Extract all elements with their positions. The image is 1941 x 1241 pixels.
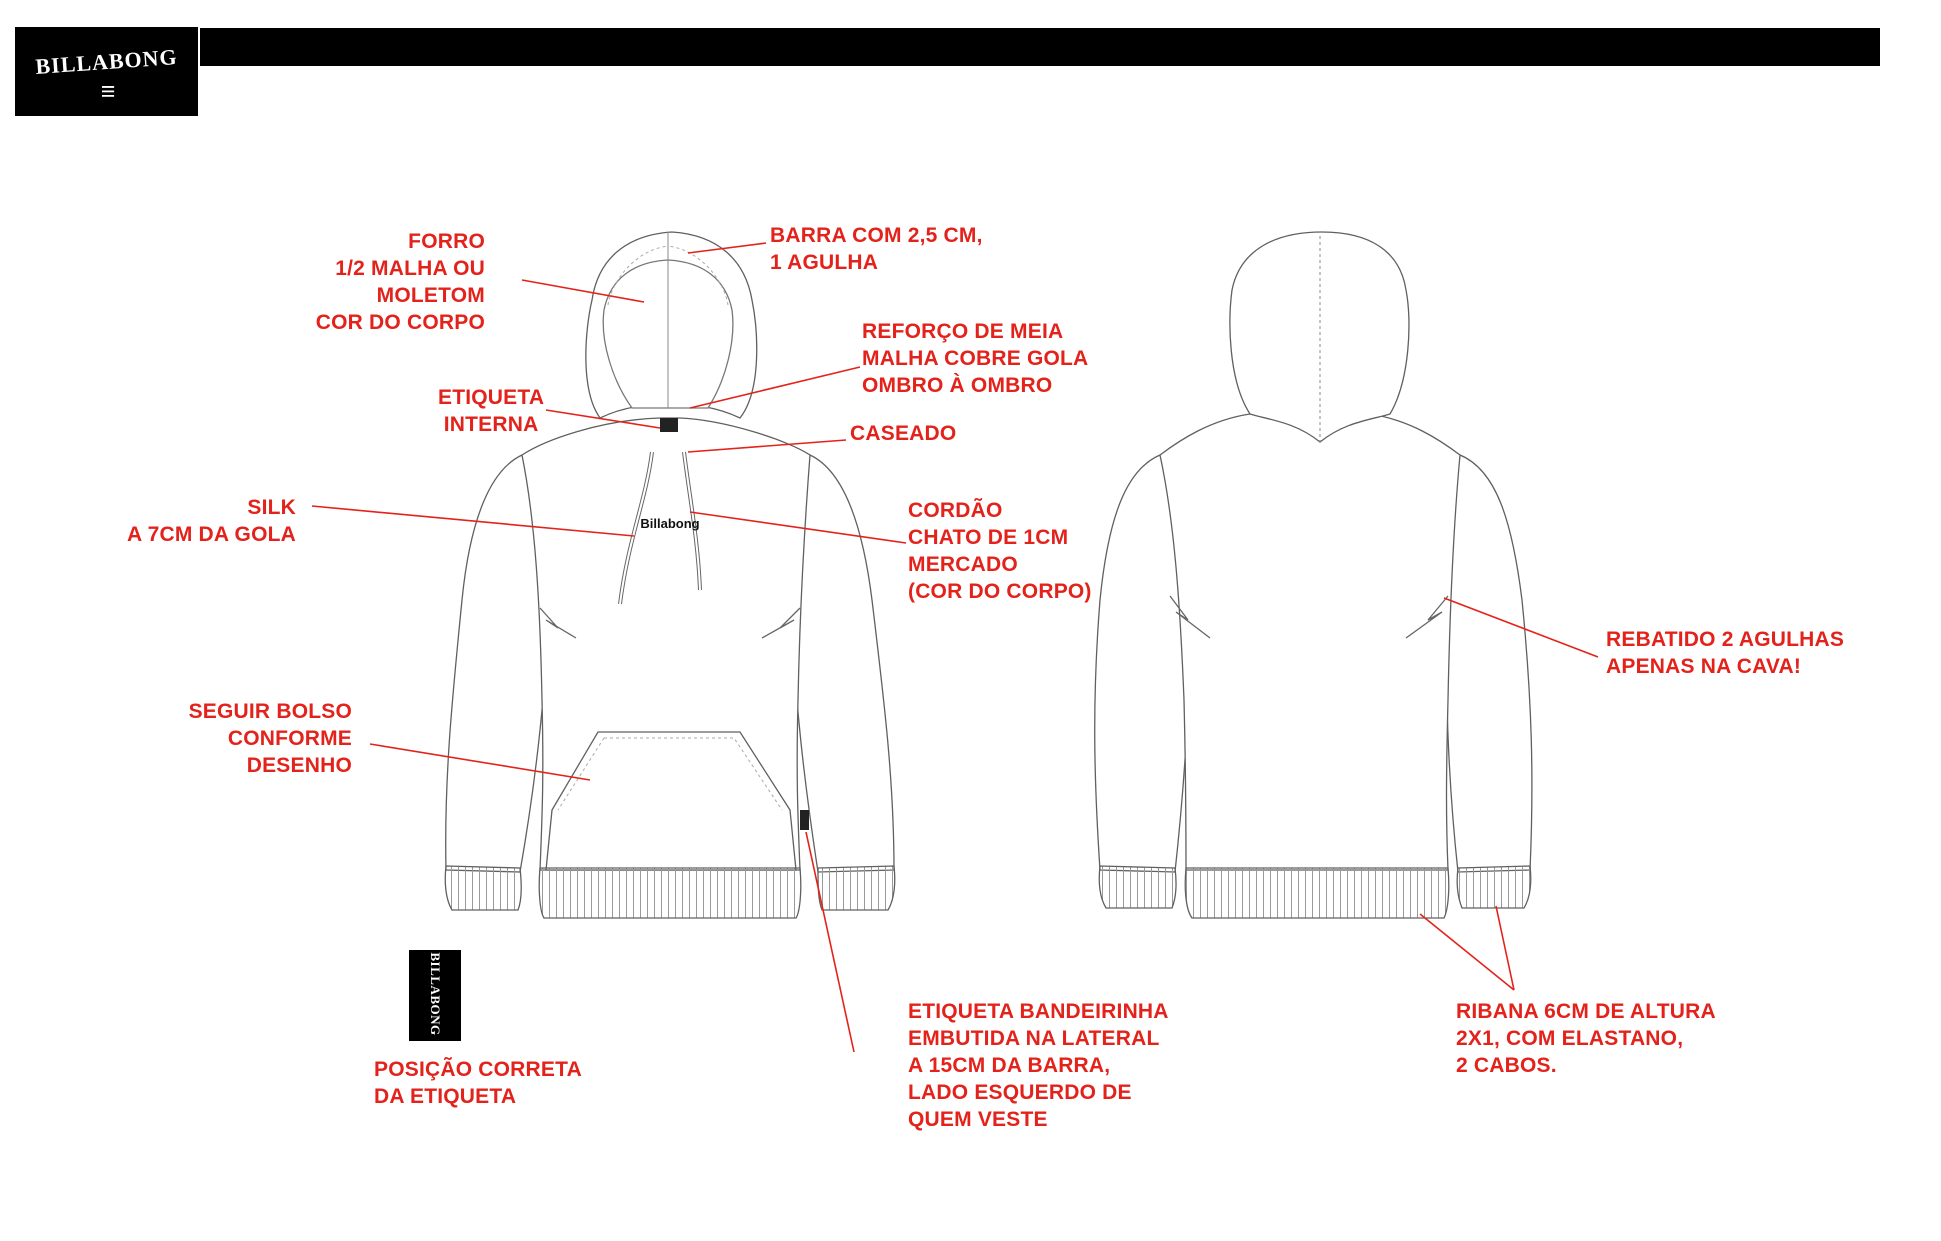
- note-barra: BARRA COM 2,5 CM, 1 AGULHA: [770, 224, 983, 274]
- note-reforco: REFORÇO DE MEIA MALHA COBRE GOLA OMBRO À OMBRO: [862, 320, 1089, 397]
- front-hem-rib: [539, 868, 801, 918]
- note-bolso: SEGUIR BOLSO CONFORME DESENHO: [188, 700, 352, 777]
- front-right-cuff: [818, 866, 895, 910]
- note-caseado: CASEADO: [850, 422, 957, 445]
- front-right-sleeve: [792, 455, 894, 872]
- note-rebatido: REBATIDO 2 AGULHAS APENAS NA CAVA!: [1606, 628, 1845, 678]
- flag-label-sample: [409, 950, 461, 1041]
- back-left-cuff: [1099, 866, 1176, 908]
- back-hood: [1230, 232, 1409, 442]
- brand-logo-wordmark: BILLABONG: [34, 44, 179, 79]
- back-right-sleeve: [1446, 455, 1532, 872]
- front-chest-print: Billabong: [640, 516, 700, 531]
- note-bandeirinha: ETIQUETA BANDEIRINHA EMBUTIDA NA LATERAL A 15CM DA BARRA, LADO ESQUERDO DE QUEM VESTE: [908, 1000, 1169, 1131]
- back-body: [1160, 414, 1460, 870]
- note-posicao: POSIÇÃO CORRETA DA ETIQUETA: [374, 1058, 582, 1108]
- front-view: [445, 232, 895, 918]
- note-etiqueta-interna: ETIQUETA INTERNA: [438, 386, 545, 436]
- back-hem-rib: [1185, 868, 1449, 918]
- note-cordao: CORDÃO CHATO DE 1CM MERCADO (COR DO CORPO): [908, 499, 1092, 603]
- flag-label-wordmark: BILLABONG: [428, 952, 443, 1036]
- back-view: [1095, 232, 1532, 918]
- front-inner-label-mark: [660, 418, 678, 432]
- back-right-cuff: [1457, 866, 1531, 908]
- note-ribana: RIBANA 6CM DE ALTURA 2X1, COM ELASTANO, 2 CABOS.: [1456, 1000, 1716, 1077]
- front-left-cuff: [445, 866, 521, 910]
- note-forro: FORRO 1/2 MALHA OU MOLETOM COR DO CORPO: [315, 230, 485, 334]
- note-silk: SILK A 7CM DA GOLA: [126, 496, 296, 546]
- brand-logo-mark: ≡: [100, 77, 116, 106]
- front-side-flag-label: [800, 810, 809, 830]
